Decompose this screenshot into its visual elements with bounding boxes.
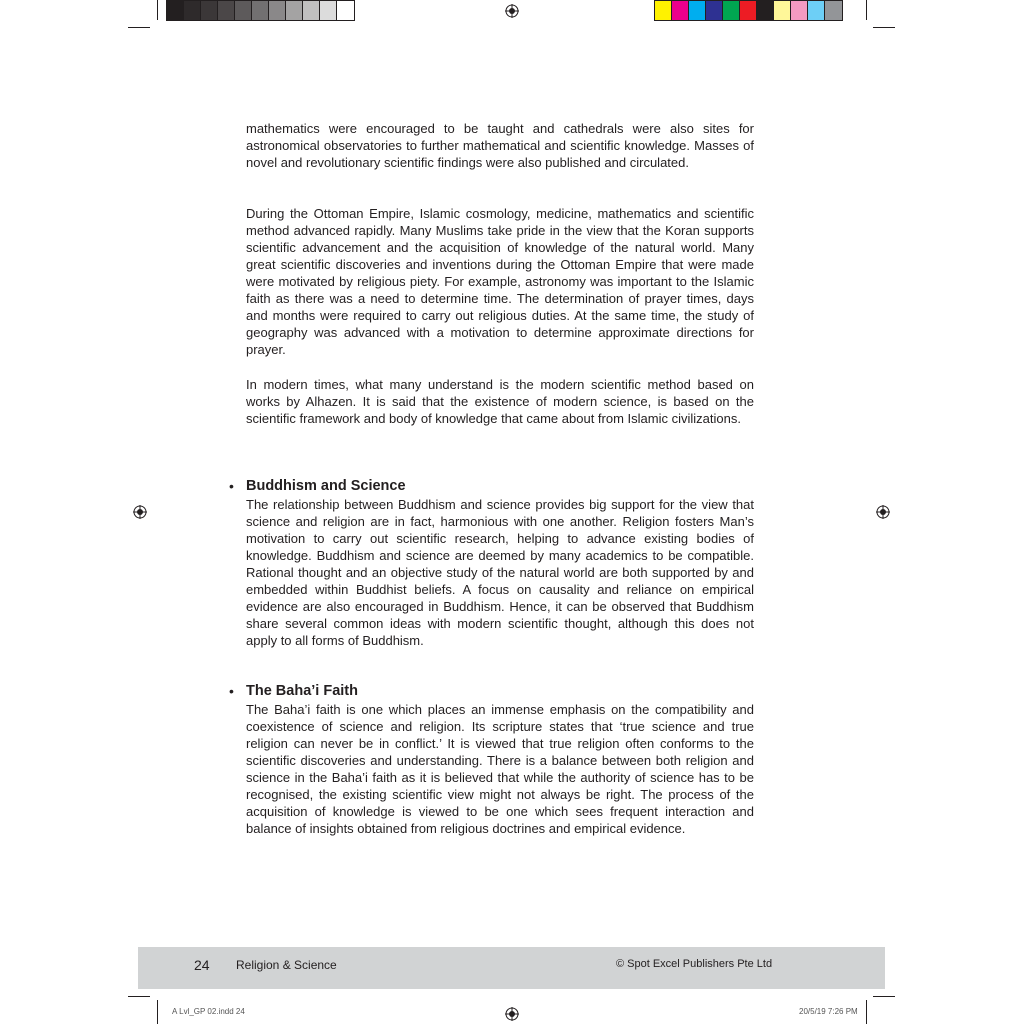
crop-mark	[873, 27, 895, 28]
color-swatch	[252, 1, 269, 20]
body-paragraph: The Baha’i faith is one which places an immense emphasis on the compatibility and coexistence of science and religion. Its scripture states that ‘true science and true religion can never be in conflict.’ It is viewed that true religion often conforms to the scientific discoveries and understanding. There is a balance between both religion and science in the Baha’i faith as it is believed that while the authority of science has to be recognised, the existing scientific view might not always be right. The process of the acquisition of knowledge is viewed to be one which sees frequent interaction and balance of insights obtained from religious doctrines and empirical evidence.	[246, 702, 754, 836]
grayscale-calibration-bar	[166, 0, 355, 21]
color-calibration-bar	[654, 0, 843, 21]
color-swatch	[706, 1, 723, 20]
slug-timestamp: 20/5/19 7:26 PM	[799, 1007, 858, 1016]
color-swatch	[269, 1, 286, 20]
bullet-point: •	[229, 478, 234, 494]
color-swatch	[689, 1, 706, 20]
color-swatch	[672, 1, 689, 20]
slug-filename: A Lvl_GP 02.indd 24	[172, 1007, 245, 1016]
color-swatch	[808, 1, 825, 20]
body-paragraph: mathematics were encouraged to be taught and cathedrals were also sites for astronomical observatories to further mathematical and scientific knowledge. Masses of novel and revolutionary scientific findings were also published and circulated.	[246, 121, 754, 170]
crop-mark	[866, 1000, 867, 1024]
body-paragraph: During the Ottoman Empire, Islamic cosmology, medicine, mathematics and scientific method advanced rapidly. Many Muslims take pride in the view that the Koran supports scientific advancement and the acquisition of knowledge of the natural world. Many great scientific discoveries and inventions during the Ottoman Empire that were made were motivated by religious piety. For example, astronomy was important to the Islamic faith as there was a need to determine time. The determination of prayer times, days and months were required to carry out religious duties. At the same time, the study of geography was advanced with a motivation to determine approximate directions for prayer.	[246, 206, 754, 357]
color-swatch	[655, 1, 672, 20]
body-paragraph: In modern times, what many understand is the modern scientific method based on works by Alhazen. It is said that the existence of modern science, is based on the scientific framework and body of knowledge that came about from Islamic civilizations.	[246, 377, 754, 426]
crop-mark	[157, 1000, 158, 1024]
crop-mark	[128, 996, 150, 997]
registration-mark-icon	[505, 1007, 519, 1021]
registration-mark-icon	[133, 505, 147, 519]
page-number: 24	[194, 957, 210, 973]
color-swatch	[184, 1, 201, 20]
bullet-point: •	[229, 683, 234, 699]
crop-mark	[866, 0, 867, 20]
copyright-notice: © Spot Excel Publishers Pte Ltd	[616, 958, 773, 970]
color-swatch	[791, 1, 808, 20]
section-title: The Baha’i Faith	[246, 683, 358, 699]
color-swatch	[723, 1, 740, 20]
color-swatch	[757, 1, 774, 20]
crop-mark	[873, 996, 895, 997]
running-title: Religion & Science	[236, 958, 337, 972]
color-swatch	[337, 1, 354, 20]
color-swatch	[825, 1, 842, 20]
color-swatch	[286, 1, 303, 20]
color-swatch	[740, 1, 757, 20]
crop-mark	[128, 27, 150, 28]
color-swatch	[303, 1, 320, 20]
registration-mark-icon	[876, 505, 890, 519]
color-swatch	[774, 1, 791, 20]
color-swatch	[201, 1, 218, 20]
color-swatch	[218, 1, 235, 20]
section-title: Buddhism and Science	[246, 478, 406, 494]
crop-mark	[157, 0, 158, 20]
color-swatch	[235, 1, 252, 20]
color-swatch	[320, 1, 337, 20]
body-paragraph: The relationship between Buddhism and science provides big support for the view that science and religion are in fact, harmonious with one another. Religion fosters Man’s motivation to carry out scientific research, helping to advance existing bodies of knowledge. Buddhism and science are deemed by many academics to be compatible. Rational thought and an objective study of the natural world are both supported by and embedded within Buddhist beliefs. A focus on causality and reliance on empirical evidence are also encouraged in Buddhism. Hence, it can be observed that Buddhism share several common ideas with modern scientific thought, although this does not apply to all forms of Buddhism.	[246, 497, 754, 648]
registration-mark-icon	[505, 4, 519, 18]
color-swatch	[167, 1, 184, 20]
